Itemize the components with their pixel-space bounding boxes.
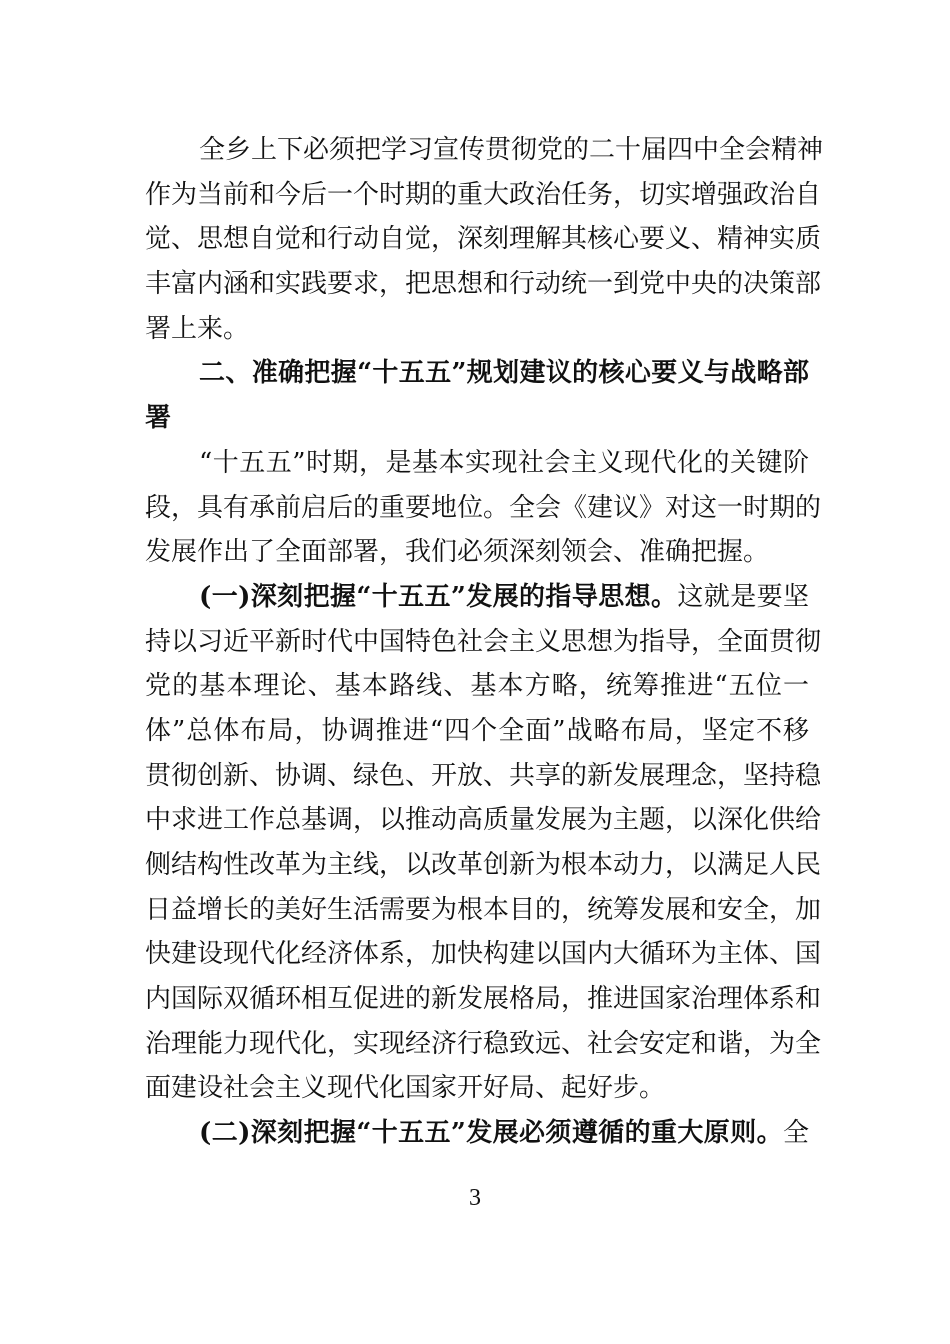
text-line: 党的基本理论、基本路线、基本方略，统筹推进“五位一 — [145, 671, 809, 702]
text-line: “十五五”时期，是基本实现社会主义现代化的关键阶 — [199, 447, 809, 478]
paragraph-4 — [145, 1111, 809, 1156]
paragraph-lead: (一)深刻把握“十五五”发展的指导思想。 — [199, 581, 678, 612]
text-line: 日益增长的美好生活需要为根本目的，统筹发展和安全，加 — [145, 894, 822, 925]
paragraph-1 — [145, 128, 824, 351]
text-line — [145, 1111, 809, 1156]
paragraph-3 — [145, 575, 822, 1111]
paragraph-2 — [145, 441, 822, 575]
text-line: 侧结构性改革为主线，以改革创新为根本动力，以满足人民 — [145, 850, 822, 880]
text-line: 丰富内涵和实践要求，把思想和行动统一到党中央的决策部 — [145, 269, 822, 300]
text-line: 署上来。 — [145, 313, 250, 344]
text-line: 段，具有承前启后的重要地位。全会《建议》对这一时期的 — [145, 492, 822, 523]
text-line: 觉、思想自觉和行动自觉，深刻理解其核心要义、精神实质 — [145, 224, 822, 255]
text-span: 这就是要坚 — [677, 581, 809, 612]
text-line: 内国际双循环相互促进的新发展格局，推进国家治理体系和 — [145, 984, 822, 1015]
paragraph-lead: (二)深刻把握“十五五”发展必须遵循的重大原则。 — [199, 1118, 783, 1149]
text-line: 贯彻创新、协调、绿色、开放、共享的新发展理念，坚持稳 — [145, 760, 822, 791]
text-line: 治理能力现代化，实现经济行稳致远、社会安定和谐，为全 — [145, 1028, 822, 1059]
document-body — [145, 128, 824, 1156]
heading-line: 二、准确把握“十五五”规划建议的核心要义与战略部 — [199, 358, 809, 389]
text-line: 全乡上下必须把学习宣传贯彻党的二十届四中全会精神 — [199, 135, 824, 165]
text-line: 面建设社会主义现代化国家开好局、起好步。 — [145, 1073, 666, 1104]
text-span: 全 — [782, 1118, 809, 1149]
section-heading — [145, 351, 809, 440]
text-line: 发展作出了全面部署，我们必须深刻领会、准确把握。 — [145, 537, 770, 568]
text-line — [145, 575, 809, 620]
text-line: 体”总体布局，协调推进“四个全面”战略布局，坚定不移 — [145, 715, 809, 746]
text-line: 持以习近平新时代中国特色社会主义思想为指导，全面贯彻 — [145, 626, 822, 657]
text-line: 快建设现代化经济体系，加快构建以国内大循环为主体、国 — [145, 939, 822, 970]
text-line: 中求进工作总基调，以推动高质量发展为主题，以深化供给 — [145, 805, 822, 836]
heading-line: 署 — [145, 403, 172, 434]
page-number: 3 — [469, 1185, 481, 1211]
text-line: 作为当前和今后一个时期的重大政治任务，切实增强政治自 — [145, 179, 822, 210]
